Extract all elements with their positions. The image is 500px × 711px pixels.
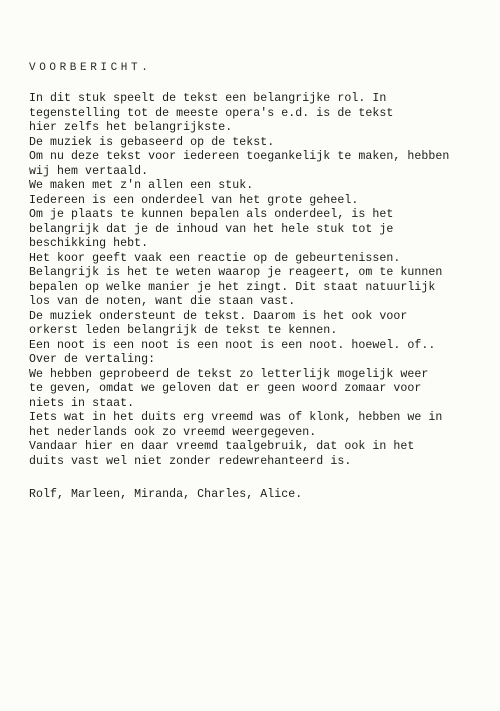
text-line: De muziek ondersteunt de tekst. Daarom is het ook voor bbox=[29, 309, 408, 323]
text-line: De muziek is gebaseerd op de tekst. bbox=[29, 135, 275, 149]
text-line: duits vast wel niet zonder redewrehanteerd is. bbox=[29, 454, 352, 468]
text-line: wij hem vertaald. bbox=[29, 164, 149, 178]
signature-line: Rolf, Marleen, Miranda, Charles, Alice. bbox=[29, 488, 303, 501]
text-line: het nederlands ook zo vreemd weergegeven. bbox=[29, 425, 317, 439]
text-line: tegenstelling tot de meeste opera's e.d. is de tekst bbox=[29, 106, 394, 120]
text-line: Een noot is een noot is een noot is een noot. hoewel. of.. bbox=[29, 338, 436, 352]
text-line: orkerst leden belangrijk de tekst te kennen. bbox=[29, 324, 338, 337]
text-line: Vandaar hier en daar vreemd taalgebruik, dat ook in het bbox=[29, 440, 415, 453]
text-line: Om nu deze tekst voor iedereen toegankelijk te maken, hebben bbox=[29, 150, 450, 163]
text-lines bbox=[29, 92, 469, 469]
text-line: Belangrijk is het te weten waarop je reageert, om te kunnen bbox=[29, 266, 443, 279]
text-line: Iedereen is een onderdeel van het grote geheel. bbox=[29, 193, 359, 207]
text-line: In dit stuk speelt de tekst een belangrijke rol. In bbox=[29, 92, 387, 105]
document-body bbox=[29, 62, 469, 503]
text-line: Over de vertaling: bbox=[29, 353, 156, 366]
text-line: te geven, omdat we geloven dat er geen woord zomaar voor bbox=[29, 382, 422, 395]
text-line: Om je plaats te kunnen bepalen als onderdeel, is het bbox=[29, 208, 394, 221]
text-line: We maken met z'n allen een stuk. bbox=[29, 179, 254, 192]
text-line: bepalen op welke manier je het zingt. Dit staat natuurlijk bbox=[29, 280, 436, 294]
page-title: VOORBERICHT. bbox=[29, 62, 152, 74]
text-line: We hebben geprobeerd de tekst zo letterlijk mogelijk weer bbox=[29, 367, 429, 381]
text-line: niets in staat. bbox=[29, 396, 135, 410]
text-line: Iets wat in het duits erg vreemd was of klonk, hebben we in bbox=[29, 411, 443, 424]
text-line: belangrijk dat je de inhoud van het hele stuk tot je bbox=[29, 222, 394, 236]
text-line: los van de noten, want die staan vast. bbox=[29, 295, 296, 308]
text-line: Het koor geeft vaak een reactie op de gebeurtenissen. bbox=[29, 251, 401, 265]
text-line: beschikking hebt. bbox=[29, 237, 149, 250]
text-line: hier zelfs het belangrijkste. bbox=[29, 121, 233, 134]
